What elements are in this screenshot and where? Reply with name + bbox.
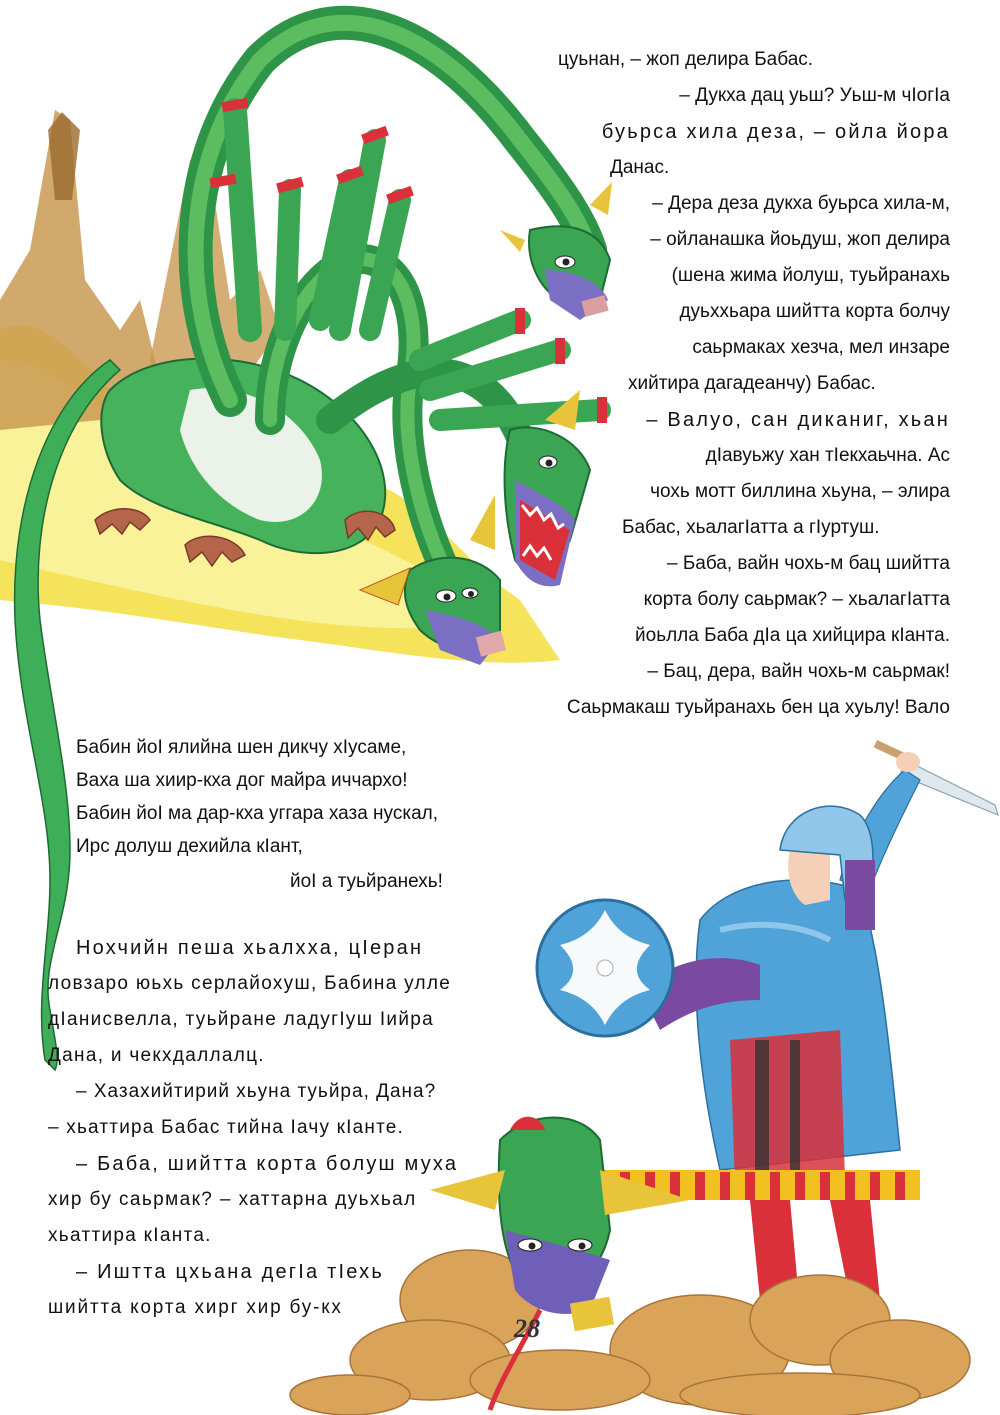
text-line: цуьнан, – жоп делира Бабас. (558, 49, 814, 70)
poem-line: Ирс долуш дехийла кIант, (76, 836, 303, 857)
text-line: – Дера деза дукха буьрса хила-м, (652, 193, 950, 214)
poem-line: Бабин йоI ялийна шен дикчу хIусаме, (76, 737, 407, 758)
text-line: ловзаро юьхь серлайохуш, Бабина улле (48, 973, 452, 994)
poem-line: Бабин йоI ма дар-кха уггара хаза нускал, (76, 803, 439, 824)
dragon-neck-stump-6 (420, 320, 520, 360)
text-line: – хьаттира Бабас тийна Iачу кIанте. (48, 1117, 405, 1138)
page-number: 28 (514, 1314, 540, 1343)
text-line: шийтта корта хирг хир бу-кх (48, 1297, 343, 1318)
text-line: – Валуо, сан диканиг, хьан (646, 409, 950, 431)
text-line: буьрса хила деза, – ойла йора (601, 121, 950, 143)
text-line: – Бац, дера, вайн чохь-м саьрмак! (647, 661, 950, 682)
poem-line: Ваха ша хиир-кха дог майра иччархо! (76, 770, 408, 791)
text-line: – Дукха дац уьш? Уьш-м чIогIа (679, 85, 950, 106)
bottom-illustration (290, 740, 998, 1415)
text-line: Дана, и чекхдаллалц. (48, 1045, 265, 1066)
text-line: корта болу саьрмак? – хьалагIатта (643, 589, 950, 610)
text-line: дIавуьжу хан тIекхаьчна. Ас (705, 445, 950, 466)
text-line: саьрмаках хезча, мел инзаре (692, 337, 950, 358)
text-line: дуьххьара шийтта корта болчу (679, 301, 950, 322)
top-illustration (0, 23, 612, 1070)
text-line: йоьлла Баба дIа ца хийцира кIанта. (635, 625, 950, 646)
text-line: – Хазахийтирий хьуна туьйра, Дана? (76, 1081, 437, 1102)
text-line: – Баба, вайн чохь-м бац шийтта (666, 553, 950, 574)
text-line: Бабас, хьалагIатта а гIуртуш. (622, 517, 880, 538)
text-line: Нохчийн пеша хьалхха, цIеран (76, 937, 424, 959)
poem-line: йоI а туьйранехь! (290, 871, 443, 892)
text-line: хир бу саьрмак? – хаттарна дуьхьал (48, 1189, 417, 1210)
dragon-neck-stump-1 (235, 110, 250, 330)
text-line: – Иштта цхьана дегIа тIехь (76, 1261, 384, 1283)
text-line: – Баба, шийтта корта болуш муха (76, 1153, 459, 1175)
shield (537, 900, 673, 1036)
text-line: хийтира дагадеанчу) Бабас. (628, 373, 876, 394)
text-line: дIанисвелла, туьйране ладугIуш Iийра (48, 1009, 434, 1030)
text-line: Саьрмакаш туьйранахь бен ца хуьлу! Вало (566, 697, 950, 718)
text-line: чохь мотт биллина хьуна, – элира (650, 481, 950, 502)
text-line: – ойланашка йоьдуш, жоп делира (650, 229, 950, 250)
text-line: Данас. (610, 157, 670, 178)
dragon-neck-stump-2 (285, 190, 290, 330)
text-line: (шена жима йолуш, туьйранахь (671, 265, 950, 286)
text-line: хьаттира кIанта. (48, 1225, 212, 1246)
